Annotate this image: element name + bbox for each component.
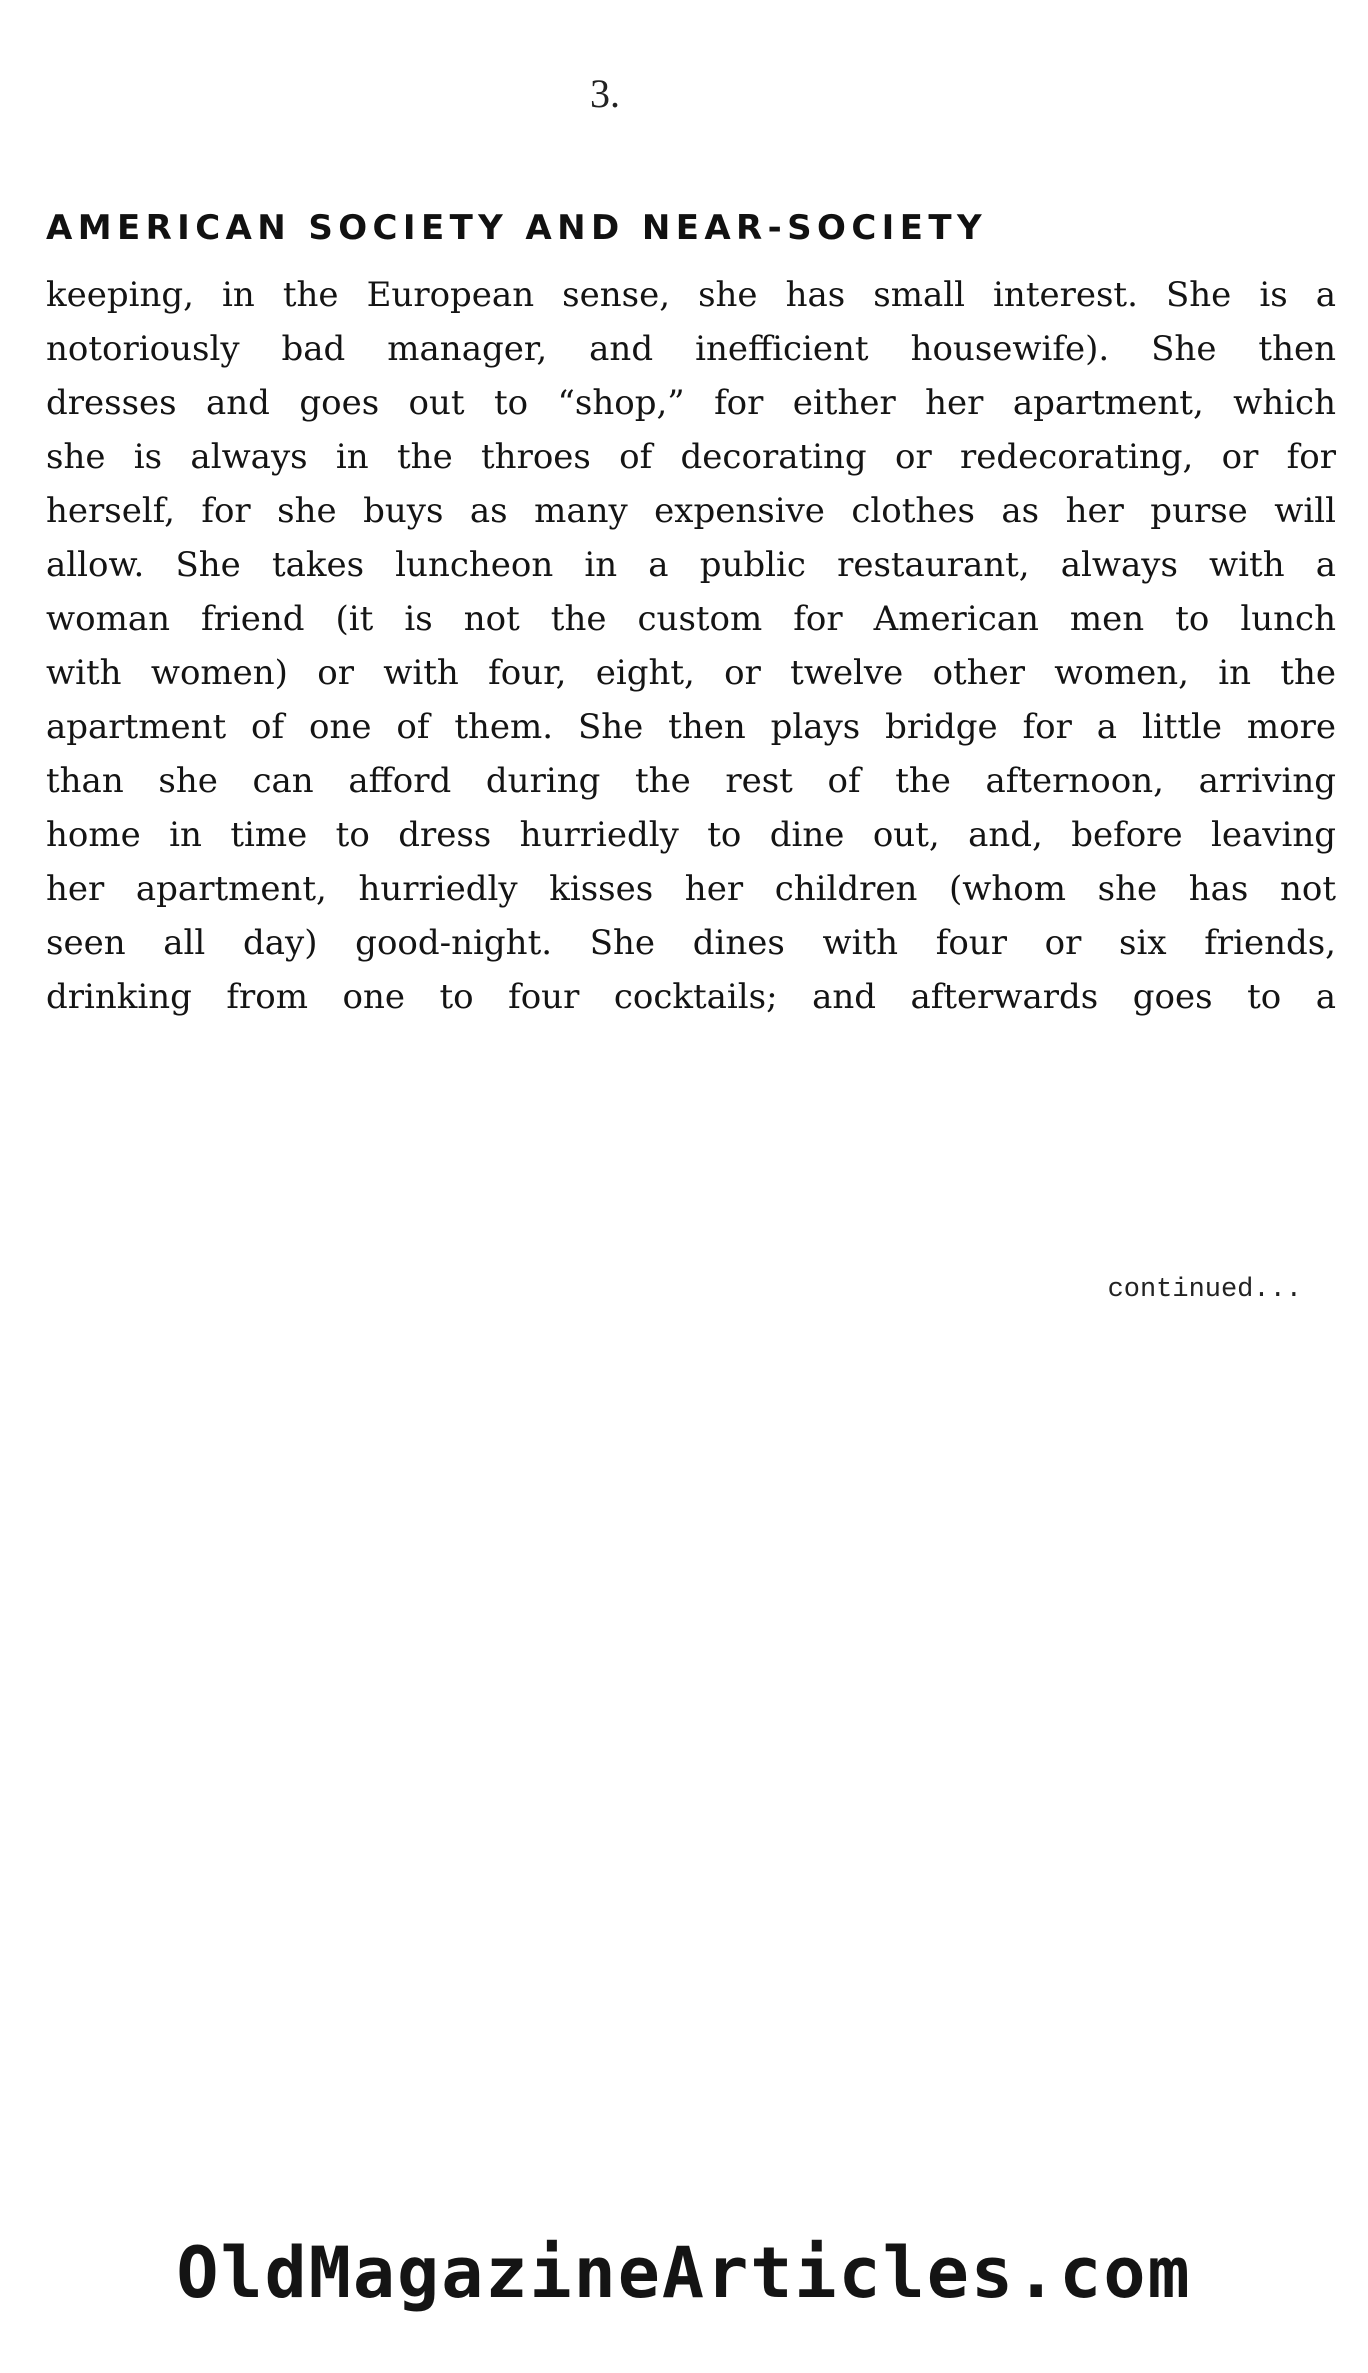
section-heading: AMERICAN SOCIETY AND NEAR-SOCIETY [46,208,987,248]
article-line: seen all day) good-night. She dines with four or six friends, [46,923,1336,963]
article-line: drinking from one to four cocktails; and afterwards goes to a [46,977,1336,1017]
article-line: dresses and goes out to “shop,” for either her apartment, which [46,383,1336,423]
article-line: keeping, in the European sense, she has small interest. She is a [46,275,1336,315]
continued-note: continued... [1107,1275,1302,1305]
article-line: her apartment, hurriedly kisses her children (whom she has not [46,869,1336,909]
article-line: apartment of one of them. She then plays bridge for a little more [46,707,1336,747]
article-line: notoriously bad manager, and inefficient housewife). She then [46,329,1336,369]
article-body [46,268,1336,1024]
article-line: she is always in the throes of decorating or redecorating, or for [46,437,1336,477]
page-number: 3. [590,71,620,116]
site-watermark: OldMagazineArticles.com [176,2232,1192,2314]
article-line: home in time to dress hurriedly to dine out, and, before leaving [46,815,1336,855]
article-line: herself, for she buys as many expensive clothes as her purse will [46,491,1336,531]
article-line: woman friend (it is not the custom for American men to lunch [46,599,1336,639]
article-line: allow. She takes luncheon in a public restaurant, always with a [46,545,1336,585]
article-line: than she can afford during the rest of the afternoon, arriving [46,761,1336,801]
article-line: with women) or with four, eight, or twelve other women, in the [46,653,1336,693]
